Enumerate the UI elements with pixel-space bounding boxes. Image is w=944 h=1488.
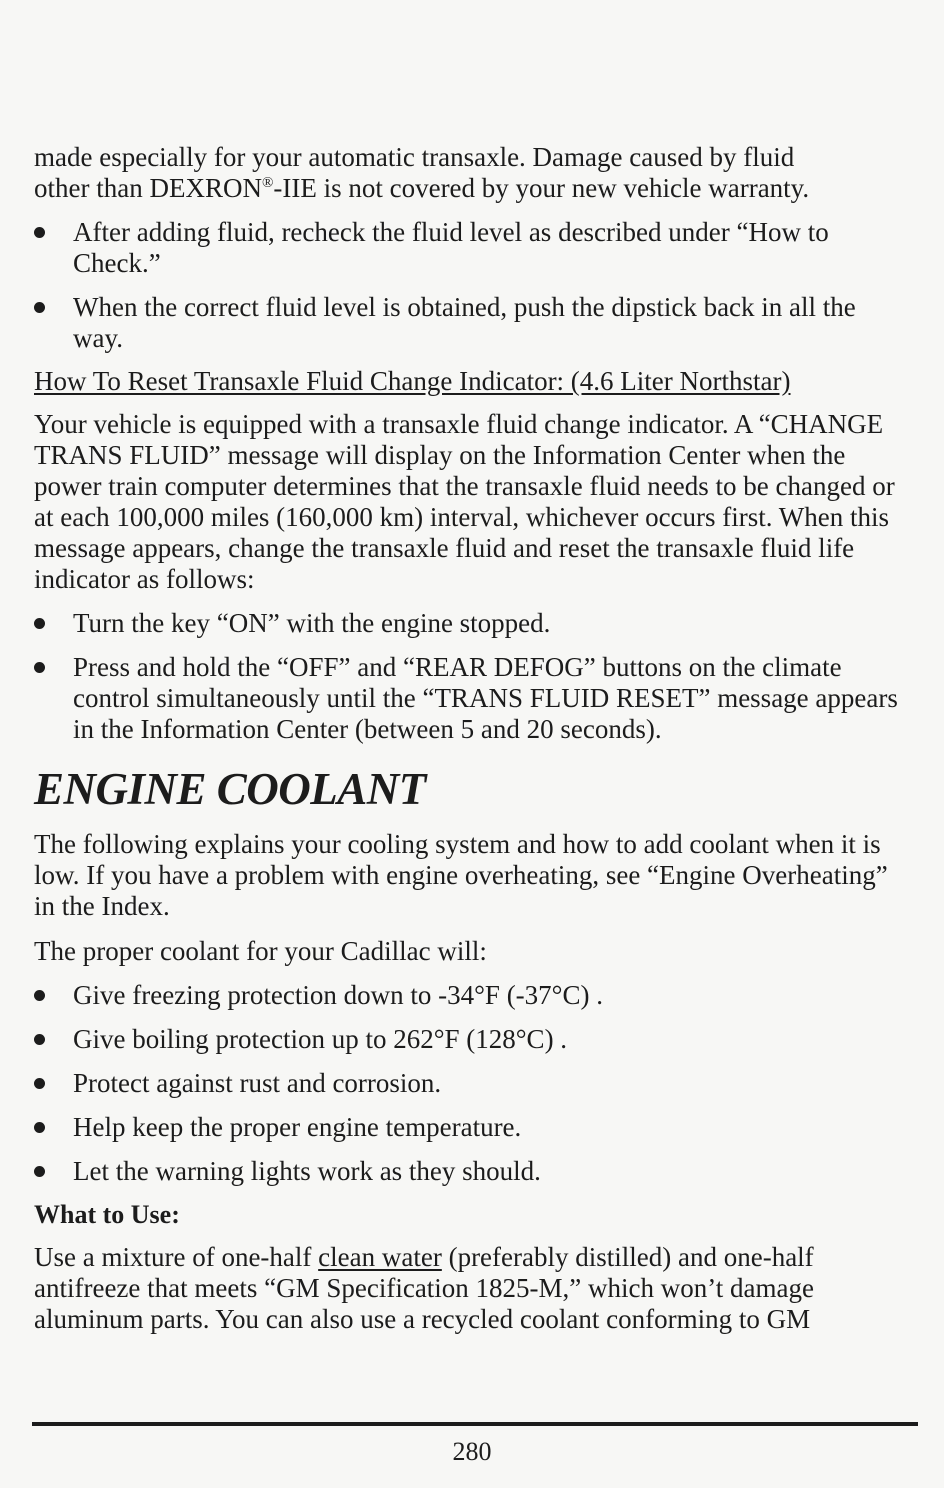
reset-steps-list (34, 608, 906, 745)
bullet-icon (34, 1166, 45, 1177)
list-item (34, 980, 906, 1011)
bullet-icon (34, 302, 45, 313)
clean-water-underlined: clean water (318, 1242, 442, 1272)
list-item-text: Let the warning lights work as they should. (73, 1156, 541, 1186)
footer-rule (32, 1422, 918, 1426)
bullet-icon (34, 1078, 45, 1089)
manual-page (34, 142, 906, 1335)
list-item-text: Give freezing protection down to -34°F (-37°C) . (73, 980, 603, 1010)
bullet-icon (34, 227, 45, 238)
bullet-icon (34, 1034, 45, 1045)
registered-mark: ® (261, 175, 274, 191)
bullet-icon (34, 1122, 45, 1133)
coolant-lead-paragraph: The proper coolant for your Cadillac will: (34, 936, 487, 966)
list-item-text: Give boiling protection up to 262°F (128°C) . (73, 1024, 568, 1054)
continued-line-2-start: other than DEXRON (34, 173, 262, 203)
list-item (34, 1156, 906, 1187)
continued-line-1: made especially for your automatic transaxle. Damage caused by fluid (34, 142, 795, 172)
list-item-text: When the correct fluid level is obtained, push the dipstick back in all the way. (73, 292, 856, 353)
list-item (34, 1112, 906, 1143)
list-item (34, 1068, 906, 1099)
reset-indicator-heading: How To Reset Transaxle Fluid Change Indicator: (4.6 Liter Northstar) (34, 366, 791, 396)
list-item-text: Help keep the proper engine temperature. (73, 1112, 522, 1142)
page-number: 280 (452, 1437, 492, 1466)
what-to-use-heading: What to Use: (34, 1200, 180, 1229)
list-item (34, 1024, 906, 1055)
section-title: ENGINE COOLANT (34, 764, 426, 814)
list-item (34, 652, 906, 745)
list-item-text: Press and hold the “OFF” and “REAR DEFOG” buttons on the climate control simultaneously until the “TRANS FLUID RESET” message appears in the Information Center (between 5 and 20 seconds). (73, 652, 898, 744)
continued-line-2-end: -IIE is not covered by your new vehicle warranty. (273, 173, 810, 203)
list-item (34, 292, 906, 354)
list-item-text: Protect against rust and corrosion. (73, 1068, 442, 1098)
continued-paragraph (34, 142, 906, 204)
coolant-intro-paragraph: The following explains your cooling system and how to add coolant when it is low. If you have a problem with engine overheating, see “Engine Overheating” in the Index. (34, 829, 888, 921)
bullet-icon (34, 618, 45, 629)
reset-indicator-paragraph: Your vehicle is equipped with a transaxle fluid change indicator. A “CHANGE TRANS FLUID” message will display on the Information Center when the power train computer determines that the transaxle fluid needs to be changed or at each 100,000 miles (160,000 km) interval, whichever occurs first. When this message appears, change the transaxle fluid and reset the transaxle fluid life indicator as follows: (34, 409, 895, 594)
bullet-icon (34, 662, 45, 673)
coolant-benefits-list (34, 980, 906, 1187)
list-item-text: After adding fluid, recheck the fluid level as described under “How to Check.” (73, 217, 829, 278)
what-to-use-paragraph (34, 1242, 906, 1335)
what-to-use-text-start: Use a mixture of one-half (34, 1242, 319, 1272)
list-item (34, 608, 906, 639)
bullet-icon (34, 990, 45, 1001)
what-to-use-text-end: (preferably distilled) and one-half antifreeze that meets “GM Specification 1825-M,” which won’t damage aluminum parts. You can also use a recycled coolant conforming to GM (34, 1242, 814, 1334)
list-item-text: Turn the key “ON” with the engine stopped. (73, 608, 551, 638)
list-item (34, 217, 906, 279)
fluid-check-list (34, 217, 906, 354)
